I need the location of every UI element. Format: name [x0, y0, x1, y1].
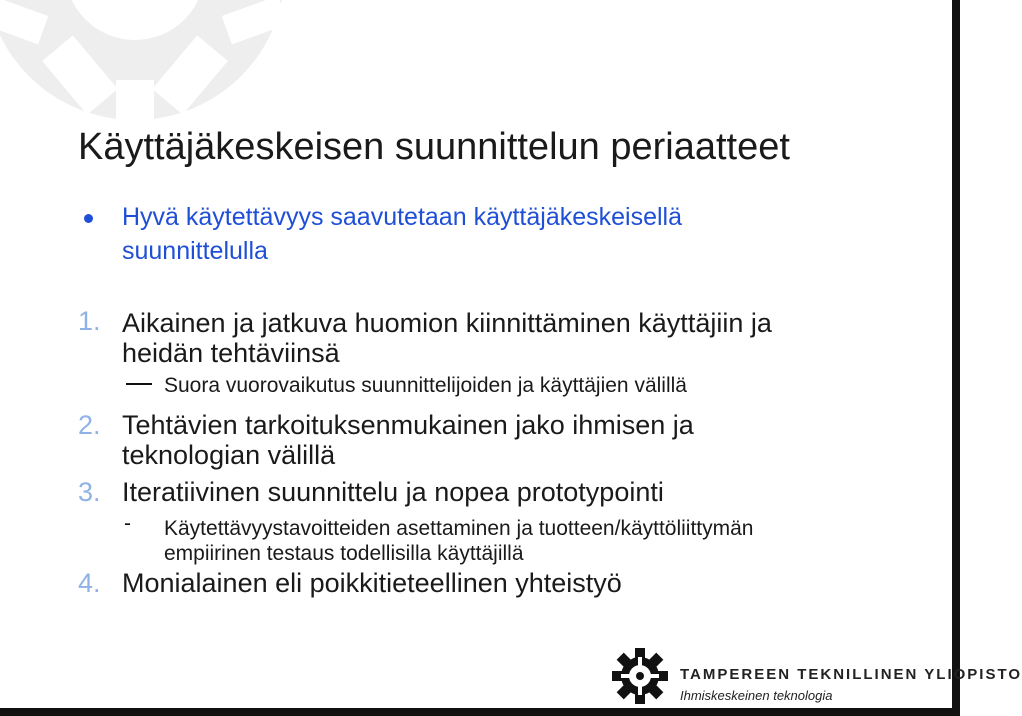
- sub-item-1: Suora vuorovaikutus suunnittelijoiden ja käyttäjien välillä: [164, 374, 687, 397]
- slide-title: Käyttäjäkeskeisen suunnittelun periaatteet: [78, 126, 790, 168]
- logo-subtitle: Ihmiskeskeinen teknologia: [680, 688, 833, 703]
- list-item-1-line-1: Aikainen ja jatkuva huomion kiinnittäminen käyttäjiin ja: [122, 308, 772, 338]
- right-border: [952, 0, 960, 716]
- list-item-2-line-1: Tehtävien tarkoituksenmukainen jako ihmisen ja: [122, 410, 694, 440]
- item-number-4: 4.: [78, 568, 101, 598]
- item-number-3: 3.: [78, 477, 101, 507]
- list-item-4: Monialainen eli poikkitieteellinen yhteistyö: [122, 568, 622, 598]
- intro-line-1: Hyvä käytettävyys saavutetaan käyttäjäkeskeisellä: [122, 203, 682, 231]
- university-logo: [612, 648, 1022, 708]
- bottom-border: [0, 708, 960, 716]
- item-number-2: 2.: [78, 410, 101, 440]
- list-item-1-line-2: heidän tehtäviinsä: [122, 338, 340, 368]
- bullet-icon: [84, 214, 93, 223]
- sub-item-3: [164, 516, 754, 566]
- sub-item-3-line-2: empiirinen testaus todellisilla käyttäjillä: [164, 542, 524, 565]
- intro-line-2: suunnittelulla: [122, 237, 268, 265]
- list-item-1: [122, 308, 772, 368]
- sub-item-hyphen: -: [124, 512, 131, 535]
- intro-text: [122, 200, 682, 268]
- sub-item-dash-icon: [126, 383, 152, 385]
- list-item-2: [122, 410, 694, 470]
- list-item-3: Iteratiivinen suunnittelu ja nopea prototypointi: [122, 477, 664, 507]
- gear-logo-icon: [612, 648, 668, 704]
- logo-text: TAMPEREEN TEKNILLINEN YLIOPISTO: [680, 666, 1022, 683]
- list-item-2-line-2: teknologian välillä: [122, 440, 336, 470]
- sub-item-3-line-1: Käytettävyystavoitteiden asettaminen ja tuotteen/käyttöliittymän: [164, 517, 754, 540]
- item-number-1: 1.: [78, 306, 101, 336]
